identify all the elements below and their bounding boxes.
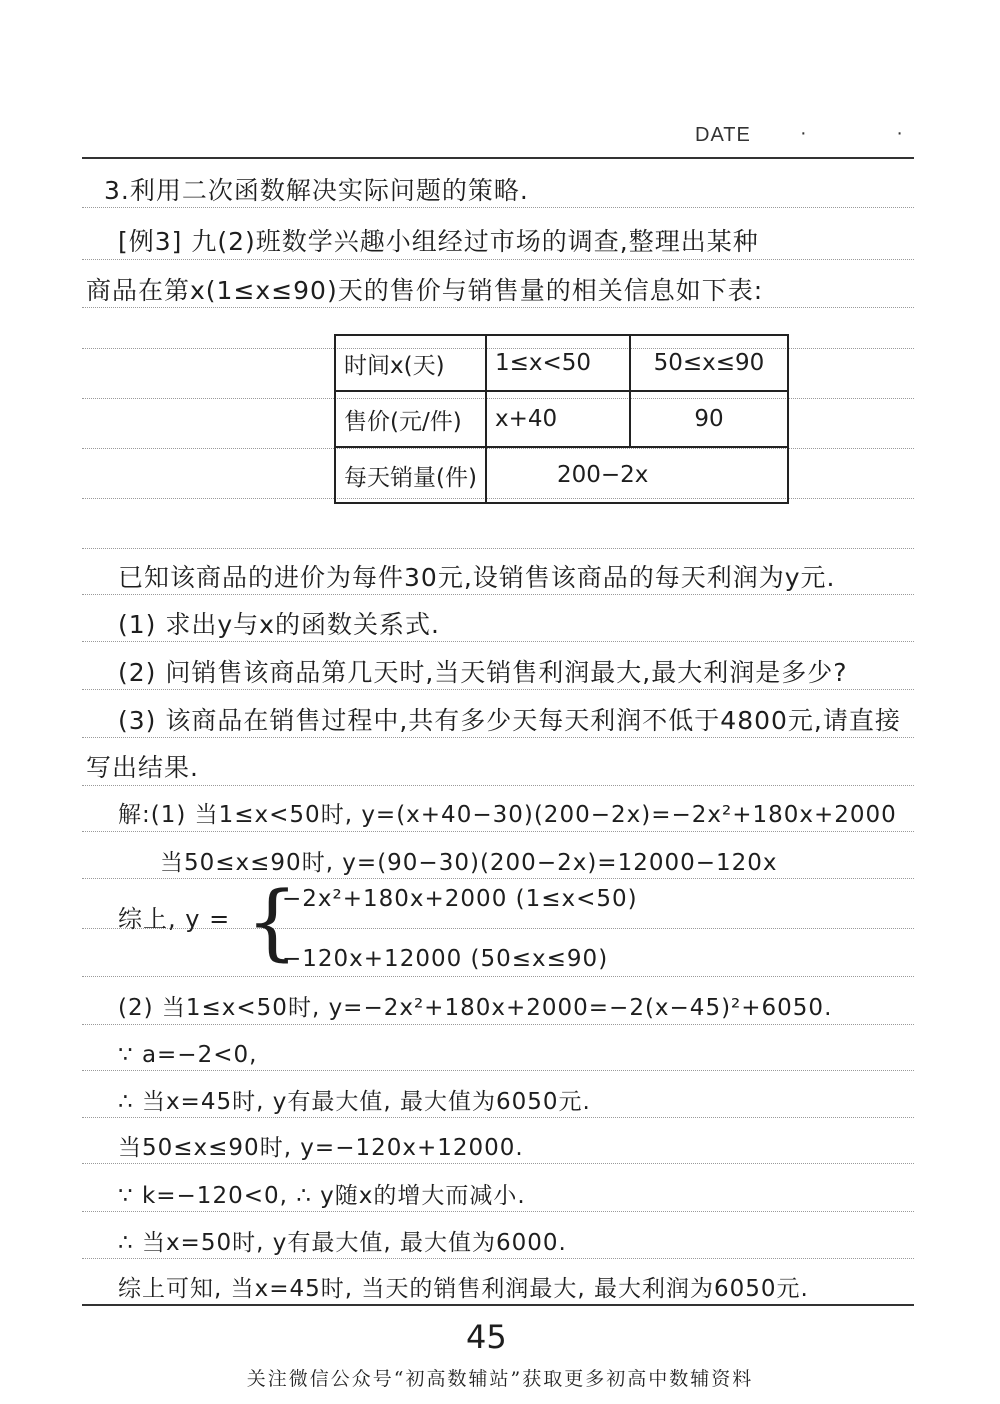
ruled-line [82,831,914,832]
table-row [335,335,788,391]
ruled-line [82,307,914,308]
question-1: (1) 求出y与x的函数关系式. [118,610,440,639]
table-cell: 1≤x<50 [486,335,630,391]
ruled-line [82,207,914,208]
piecewise-case-1: −2x²+180x+2000 (1≤x<50) [282,886,638,912]
ruled-line [82,785,914,786]
footer-notice: 关注微信公众号“初高数辅站”获取更多初高中数辅资料 [246,1368,754,1390]
ruled-line [82,259,914,260]
solution-line: ∴ 当x=45时, y有最大值, 最大值为6050元. [118,1089,591,1115]
solution-line: ∴ 当x=50时, y有最大值, 最大值为6000. [118,1230,567,1256]
table-cell: 50≤x≤90 [630,335,788,391]
ruled-line [82,878,914,879]
ruled-line [82,1024,914,1025]
date-label: DATE [695,124,751,146]
table-cell: 时间x(天) [335,335,486,391]
solution-line: ∵ a=−2<0, [118,1042,258,1068]
table-row [335,391,788,447]
ruled-line [82,1070,914,1071]
bottom-rule [82,1304,914,1306]
ruled-line [82,1258,914,1259]
ruled-line [82,548,914,549]
ruled-line [82,976,914,977]
solution-line: 解:(1) 当1≤x<50时, y=(x+40−30)(200−2x)=−2x²+180x+2000 [118,802,897,828]
given-statement: 已知该商品的进价为每件30元,设销售该商品的每天利润为y元. [118,563,836,592]
table-cell: 每天销量(件) [335,447,486,503]
problem-line-2: 商品在第x(1≤x≤90)天的售价与销售量的相关信息如下表: [86,276,764,305]
page-number: 45 [466,1318,507,1356]
ruled-line [82,641,914,642]
ruled-line [82,1211,914,1212]
section-title: 3.利用二次函数解决实际问题的策略. [104,176,529,205]
price-sales-table [334,334,789,504]
table-cell: 售价(元/件) [335,391,486,447]
ruled-line [82,689,914,690]
ruled-line [82,1117,914,1118]
table-cell: 200−2x [486,447,788,503]
solution-summary-prefix: 综上, y = [118,905,231,933]
piecewise-brace: { [246,875,299,970]
solution-line: 当50≤x≤90时, y=−120x+12000. [118,1135,524,1161]
ruled-line [82,594,914,595]
problem-line-1: [例3] 九(2)班数学兴趣小组经过市场的调查,整理出某种 [118,227,759,256]
piecewise-case-2: −120x+12000 (50≤x≤90) [282,946,609,972]
table-row [335,447,788,503]
solution-conclusion: 综上可知, 当x=45时, 当天的销售利润最大, 最大利润为6050元. [118,1276,809,1302]
question-3-line-2: 写出结果. [86,753,199,782]
table-cell: 90 [630,391,788,447]
solution-line: ∵ k=−120<0, ∴ y随x的增大而减小. [118,1183,526,1209]
table-cell: x+40 [486,391,630,447]
date-dots: · · [800,122,945,144]
header-rule [82,157,914,159]
question-2: (2) 问销售该商品第几天时,当天销售利润最大,最大利润是多少? [118,658,848,687]
solution-line: (2) 当1≤x<50时, y=−2x²+180x+2000=−2(x−45)²+6050. [118,995,833,1021]
ruled-line [82,1163,914,1164]
ruled-line [82,737,914,738]
solution-line: 当50≤x≤90时, y=(90−30)(200−2x)=12000−120x [160,850,778,876]
question-3-line-1: (3) 该商品在销售过程中,共有多少天每天利润不低于4800元,请直接 [118,706,901,735]
